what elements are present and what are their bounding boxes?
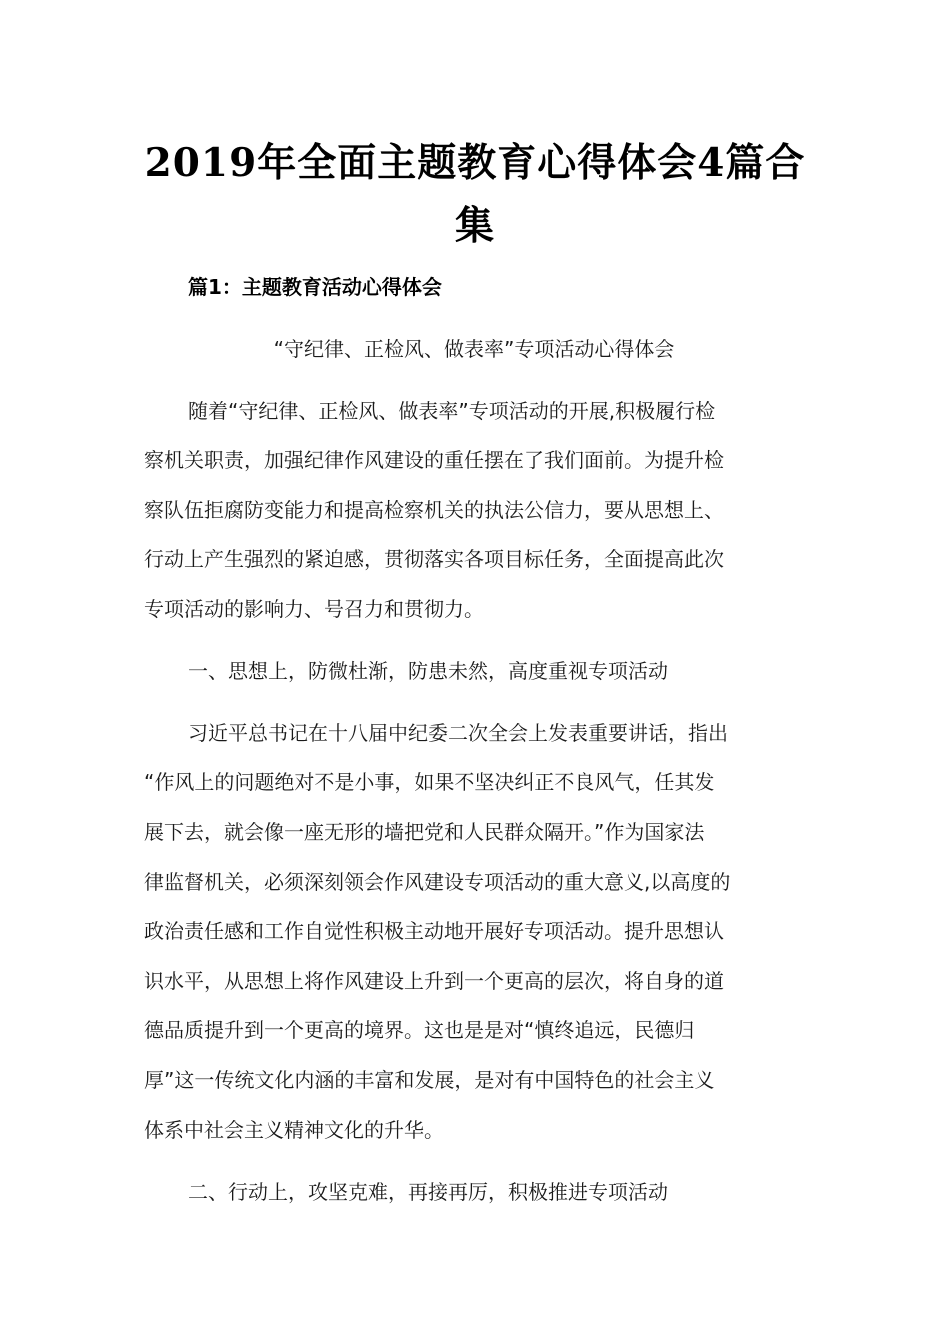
paragraph-line: 德品质提升到一个更高的境界。这也是是对“慎终追远，民德归 xyxy=(144,1018,695,1042)
paragraph-line: 专项活动的影响力、号召力和贯彻力。 xyxy=(144,597,484,621)
subsection-heading: 一、思想上，防微杜渐，防患未然，高度重视专项活动 xyxy=(188,659,668,683)
paragraph-line: 习近平总书记在十八届中纪委二次全会上发表重要讲话，指出 xyxy=(188,721,728,745)
paragraph-line: 察机关职责，加强纪律作风建设的重任摆在了我们面前。为提升检 xyxy=(144,448,724,472)
paragraph-line: 律监督机关，必须深刻领会作风建设专项活动的重大意义,以高度的 xyxy=(144,870,731,894)
paragraph-line: 识水平，从思想上将作风建设上升到一个更高的层次，将自身的道 xyxy=(144,969,724,993)
subsection-heading: 二、行动上，攻坚克难，再接再厉，积极推进专项活动 xyxy=(188,1180,668,1204)
paragraph-line: 政治责任感和工作自觉性积极主动地开展好专项活动。提升思想认 xyxy=(144,919,724,943)
paragraph-line: 随着“守纪律、正检风、做表率”专项活动的开展,积极履行检 xyxy=(188,399,716,423)
paragraph-line: 察队伍拒腐防变能力和提高检察机关的执法公信力，要从思想上、 xyxy=(144,498,724,522)
paragraph-line: 行动上产生强烈的紧迫感，贯彻落实各项目标任务，全面提高此次 xyxy=(144,547,724,571)
paragraph-line: 体系中社会主义精神文化的升华。 xyxy=(144,1118,444,1142)
paragraph-line: 展下去，就会像一座无形的墙把党和人民群众隔开。”作为国家法 xyxy=(144,820,705,844)
article-subtitle: “守纪律、正检风、做表率”专项活动心得体会 xyxy=(273,337,675,361)
paragraph-line: “作风上的问题绝对不是小事，如果不坚决纠正不良风气，任其发 xyxy=(144,770,715,794)
section-heading: 篇1：主题教育活动心得体会 xyxy=(188,275,442,299)
document-title-line2: 集 xyxy=(454,203,495,249)
document-title-line1: 2019年全面主题教育心得体会4篇合 xyxy=(144,140,806,186)
paragraph-line: 厚”这一传统文化内涵的丰富和发展，是对有中国特色的社会主义 xyxy=(144,1068,715,1092)
